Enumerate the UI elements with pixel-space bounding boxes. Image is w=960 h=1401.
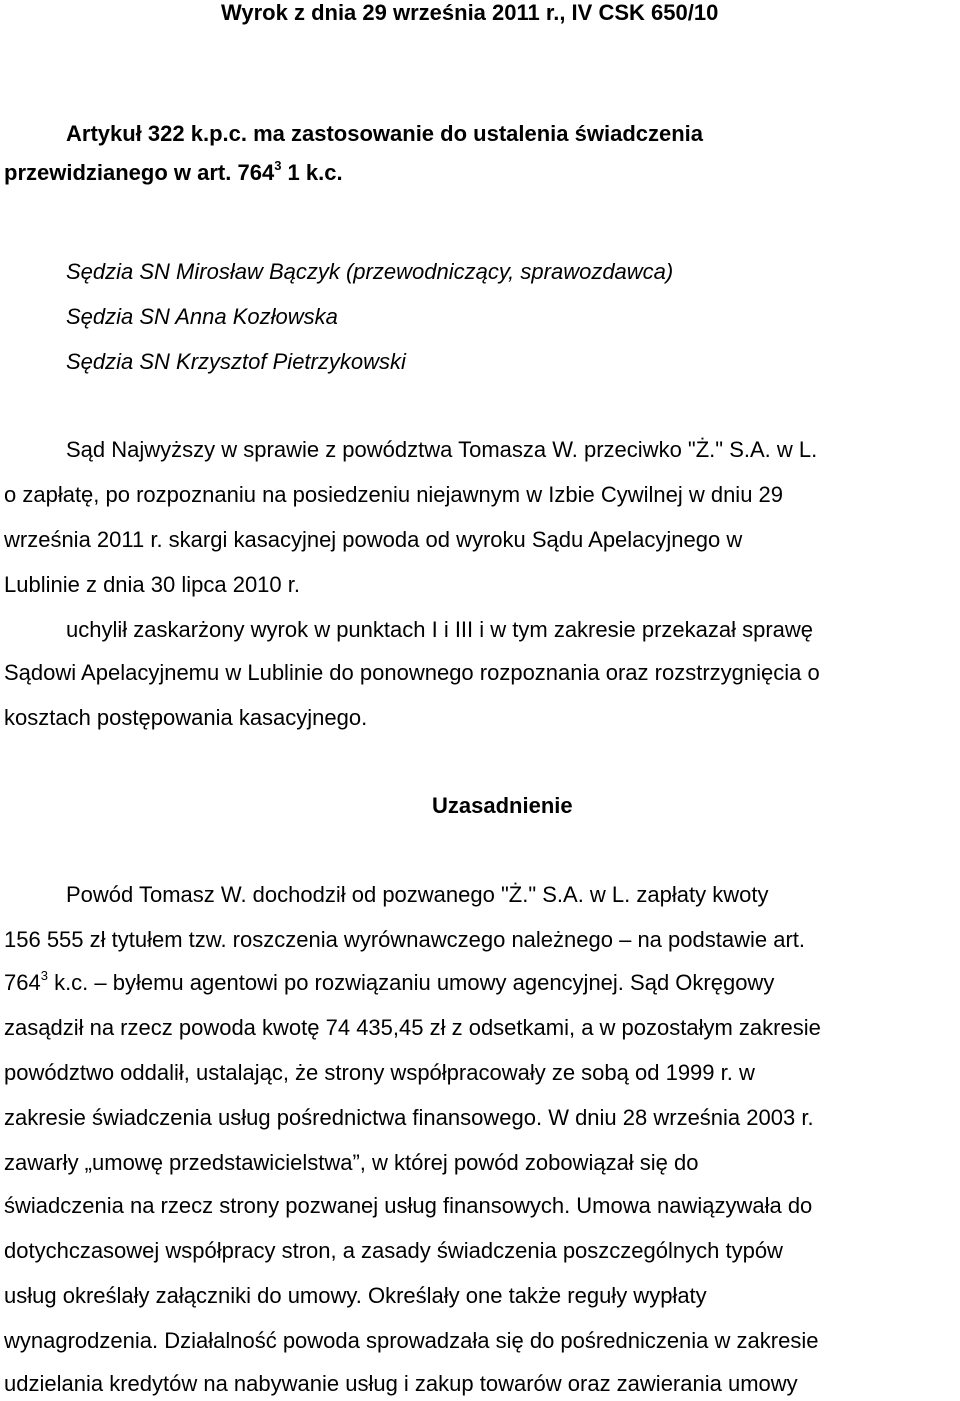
thesis-line-2: [4, 157, 343, 186]
justification-line-4: zasądził na rzecz powoda kwotę 74 435,45 zł z odsetkami, a w pozostałym zakresie: [4, 1015, 821, 1040]
thesis-line-2-text: przewidzianego w art. 764: [4, 160, 275, 185]
justification-line-2: 156 555 zł tytułem tzw. roszczenia wyrównawczego należnego – na podstawie art.: [4, 927, 805, 952]
justification-line-5: powództwo oddalił, ustalając, że strony współpracowały ze sobą od 1999 r. w: [4, 1060, 755, 1085]
judge-1: Sędzia SN Mirosław Bączyk (przewodniczący, sprawozdawca): [66, 259, 674, 284]
document-title: Wyrok z dnia 29 września 2011 r., IV CSK 650/10: [221, 0, 719, 25]
sentence-line-6: Sądowi Apelacyjnemu w Lublinie do ponownego rozpoznania oraz rozstrzygnięcia o: [4, 660, 820, 685]
justification-heading: Uzasadnienie: [432, 793, 573, 818]
justification-line-9: dotychczasowej współpracy stron, a zasady świadczenia poszczególnych typów: [4, 1238, 783, 1263]
justification-article: 764: [4, 970, 41, 995]
justification-line-7: zawarły „umowę przedstawicielstwa”, w której powód zobowiązał się do: [4, 1150, 699, 1175]
justification-line-10: usług określały załączniki do umowy. Określały one także reguły wypłaty: [4, 1283, 707, 1308]
sentence-line-7: kosztach postępowania kasacyjnego.: [4, 705, 368, 730]
justification-line-6: zakresie świadczenia usług pośrednictwa finansowego. W dniu 28 września 2003 r.: [4, 1105, 814, 1130]
judge-2: Sędzia SN Anna Kozłowska: [66, 304, 338, 329]
sentence-line-4: Lublinie z dnia 30 lipca 2010 r.: [4, 572, 300, 597]
thesis-line-2-end: 1 k.c.: [281, 160, 343, 185]
judge-3: Sędzia SN Krzysztof Pietrzykowski: [66, 349, 406, 374]
justification-line-8: świadczenia na rzecz strony pozwanej usług finansowych. Umowa nawiązywała do: [4, 1193, 813, 1218]
justification-line-12: udzielania kredytów na nabywanie usług i zakup towarów oraz zawierania umowy: [4, 1371, 798, 1396]
justification-line-11: wynagrodzenia. Działalność powoda sprowadzała się do pośredniczenia w zakresie: [4, 1328, 819, 1353]
justification-superscript: 3: [40, 967, 48, 983]
thesis-line-1: Artykuł 322 k.p.c. ma zastosowanie do ustalenia świadczenia: [66, 121, 704, 146]
justification-line-3: [4, 967, 775, 996]
justification-line-3-text: k.c. – byłemu agentowi po rozwiązaniu umowy agencyjnej. Sąd Okręgowy: [47, 970, 775, 995]
sentence-line-1: Sąd Najwyższy w sprawie z powództwa Tomasza W. przeciwko "Ż." S.A. w L.: [66, 437, 818, 462]
justification-line-1: Powód Tomasz W. dochodził od pozwanego "Ż." S.A. w L. zapłaty kwoty: [66, 882, 769, 907]
sentence-line-3: września 2011 r. skargi kasacyjnej powoda od wyroku Sądu Apelacyjnego w: [4, 527, 743, 552]
sentence-line-5: uchylił zaskarżony wyrok w punktach I i III i w tym zakresie przekazał sprawę: [66, 617, 814, 642]
thesis-superscript: 3: [274, 157, 282, 173]
sentence-line-2: o zapłatę, po rozpoznaniu na posiedzeniu niejawnym w Izbie Cywilnej w dniu 29: [4, 482, 784, 507]
